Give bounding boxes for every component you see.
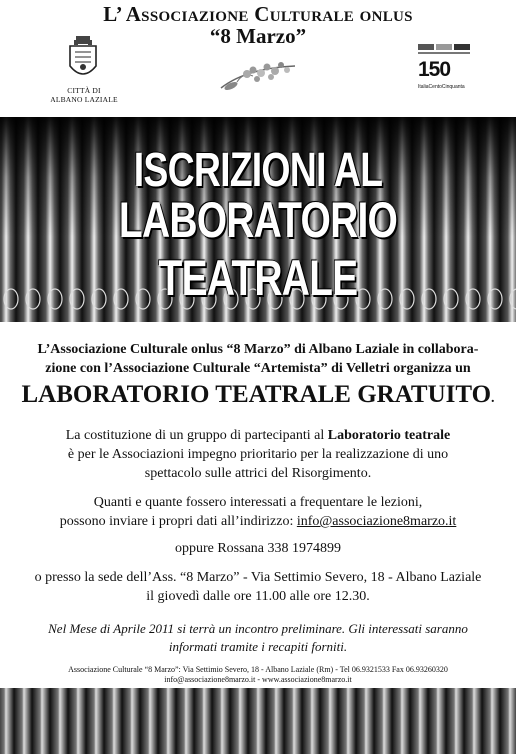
purpose-line2: è per le Associazioni impegno prioritario per la realizzazione di uno	[67, 447, 449, 462]
footer-curtain-fold	[176, 688, 194, 754]
footer-curtain-fold	[374, 688, 392, 754]
purpose-line1	[0, 426, 516, 445]
intro-line2: zione con l’Associazione Culturale “Artemista” di Velletri organizza un	[45, 361, 471, 376]
footer-curtain-fold	[410, 688, 428, 754]
footer-curtain-fold	[104, 688, 122, 754]
headline	[0, 381, 516, 409]
footer-curtain-fold	[230, 688, 248, 754]
footer-curtain-fold	[302, 688, 320, 754]
contact-paragraph	[0, 493, 516, 531]
note-line1: Nel Mese di Aprile 2011 si terrà un incontro preliminare. Gli interessati saranno	[48, 621, 468, 636]
curtain-banner	[0, 117, 516, 322]
footer	[0, 665, 516, 685]
note-line2: informati tramite i recapiti forniti.	[168, 639, 348, 654]
address-line1: o presso la sede dell’Ass. “8 Marzo” - Via Settimio Severo, 18 - Albano Laziale	[34, 570, 482, 585]
footer-address: Associazione Culturale “8 Marzo”: Via Settimio Severo, 18 - Albano Laziale (Rm) - Tel 06.9321533 Fax 06.93260320	[68, 665, 448, 674]
intro-line1: L’Associazione Culturale onlus “8 Marzo” di Albano Laziale in collabora-	[37, 342, 479, 357]
city-label-line1: CITTÀ DI	[67, 86, 101, 95]
footer-curtain-fold	[86, 688, 104, 754]
footer-curtain-fold	[482, 688, 500, 754]
footer-curtain-fold	[500, 688, 516, 754]
footer-web: info@associazione8marzo.it - www.associazione8marzo.it	[164, 675, 352, 684]
address-paragraph	[0, 568, 516, 606]
tricolor-bars-icon	[418, 44, 470, 58]
footer-curtain-fold	[32, 688, 50, 754]
footer-curtain-fold	[14, 688, 32, 754]
footer-curtain-fold	[446, 688, 464, 754]
footer-curtain-fold	[464, 688, 482, 754]
footer-curtain-fold	[194, 688, 212, 754]
purpose-paragraph	[0, 426, 516, 483]
phone-line: oppure Rossana 338 1974899	[174, 541, 342, 556]
contact-line2-text: possono inviare i propri dati all’indirizzo:	[59, 514, 297, 529]
header-association-title: “8 Marzo”	[209, 24, 307, 48]
footer-curtain-fold	[428, 688, 446, 754]
city-crest-icon	[66, 34, 100, 84]
footer-curtain-fold	[212, 688, 230, 754]
footer-curtain-fold	[50, 688, 68, 754]
anniversary-number: 150	[418, 58, 451, 81]
purpose-line3: spettacolo sulle attrici del Risorgimento.	[144, 466, 372, 481]
note-paragraph	[0, 620, 516, 656]
footer-curtain-fold	[356, 688, 374, 754]
footer-curtain-fold	[266, 688, 284, 754]
contact-line2	[0, 512, 516, 531]
contact-email-link[interactable]: info@associazione8marzo.it	[296, 514, 457, 529]
headline-text: LABORATORIO TEATRALE GRATUITO	[21, 381, 492, 408]
header-association-name: L’ Associazione Culturale onlus	[103, 2, 413, 26]
purpose-line1-text: La costituzione di un gruppo di partecipanti al	[65, 428, 328, 443]
footer-curtain-fold	[392, 688, 410, 754]
footer-curtain-fold	[122, 688, 140, 754]
intro-paragraph	[0, 340, 516, 378]
anniversary-subtitle: ItaliaCentoCinquanta	[418, 84, 465, 90]
headline-dot: .	[491, 391, 495, 406]
address-line2: il giovedì dalle ore 11.00 alle ore 12.30.	[146, 589, 370, 604]
footer-curtain-fold	[68, 688, 86, 754]
footer-curtain-fold	[0, 688, 14, 754]
footer-curtain-fold	[140, 688, 158, 754]
footer-curtain-image	[0, 688, 516, 754]
contact-line1: Quanti e quante fossero interessati a frequentare le lezioni,	[93, 495, 423, 510]
mimosa-flower-icon	[217, 58, 299, 94]
city-label	[30, 86, 138, 104]
footer-curtain-fold	[248, 688, 266, 754]
footer-curtain-fold	[338, 688, 356, 754]
banner-title-line2: LABORATORIO TEATRALE	[118, 192, 398, 306]
city-label-line2: ALBANO LAZIALE	[50, 95, 118, 104]
footer-curtain-fold	[158, 688, 176, 754]
footer-curtain-folds	[0, 688, 516, 754]
footer-curtain-fold	[320, 688, 338, 754]
purpose-line1-bold: Laboratorio teatrale	[327, 428, 451, 443]
footer-curtain-fold	[284, 688, 302, 754]
italia-150-logo	[414, 40, 474, 100]
banner-title-line1: ISCRIZIONI AL	[133, 144, 383, 197]
